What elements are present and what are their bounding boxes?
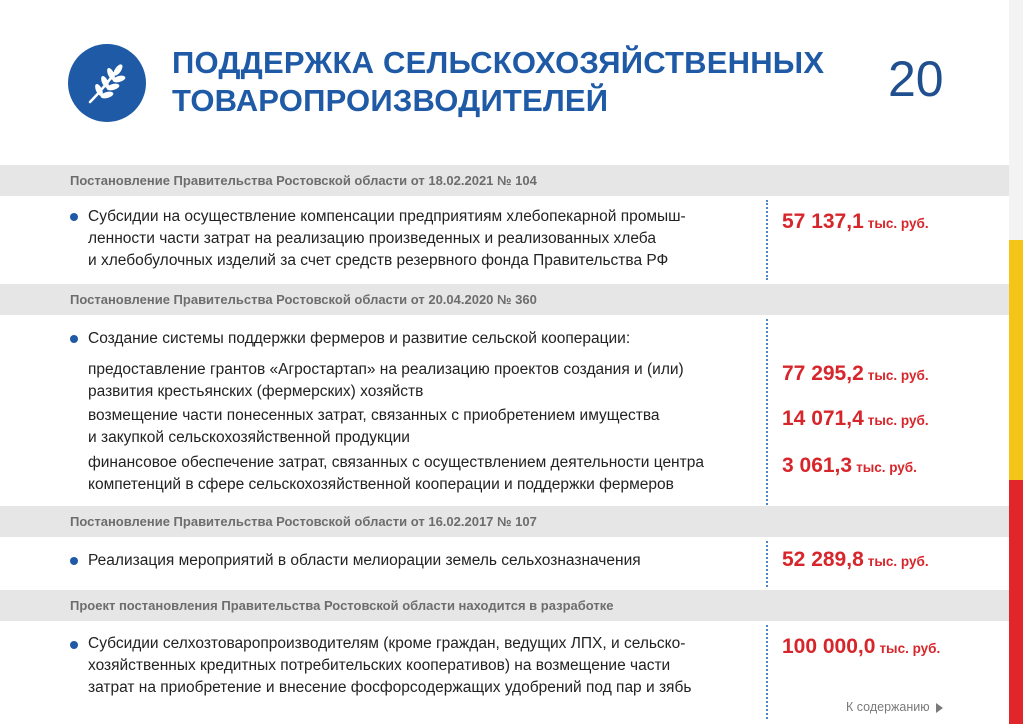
section-heading: Проект постановления Правительства Ростовской области находится в разработке — [70, 598, 614, 613]
section-heading-band — [0, 590, 1009, 621]
amount-value — [782, 210, 929, 234]
item-text-line: Субсидии селхозтоваропроизводителям (кроме граждан, ведущих ЛПХ, и сельско- — [88, 635, 686, 652]
amount-value — [782, 407, 929, 431]
amount-value — [782, 454, 917, 478]
play-arrow-icon[interactable] — [936, 703, 943, 713]
item-text-line: развития крестьянских (фермерских) хозяйств — [88, 383, 424, 400]
bullet-icon — [70, 557, 78, 565]
amount-number: 3 061,3 — [782, 454, 853, 477]
item-text-line: хозяйственных кредитных потребительских кооперативов) на возмещение части — [88, 657, 671, 674]
section-heading-band — [0, 284, 1009, 315]
wheat-icon — [68, 44, 146, 122]
amount-value — [782, 362, 929, 386]
amount-unit: тыс. руб. — [867, 413, 929, 428]
bullet-icon — [70, 335, 78, 343]
item-text-line: и закупкой сельскохозяйственной продукции — [88, 429, 410, 446]
item-text-line: затрат на приобретение и внесение фосфорсодержащих удобрений под пар и зябь — [88, 679, 692, 696]
list-item — [88, 452, 768, 496]
toc-link[interactable] — [846, 700, 943, 714]
logo — [68, 44, 146, 122]
amount-unit: тыс. руб. — [867, 216, 929, 231]
section-heading-band — [0, 506, 1009, 537]
section-heading-band — [0, 165, 1009, 196]
toc-link-label[interactable]: К содержанию — [846, 700, 930, 714]
item-text-line: предоставление грантов «Агростартап» на реализацию проектов создания и (или) — [88, 361, 684, 378]
list-item — [88, 633, 768, 699]
amount-number: 100 000,0 — [782, 635, 876, 658]
item-text-line: Реализация мероприятий в области мелиорации земель сельхозназначения — [88, 552, 641, 569]
page-number: 20 — [888, 51, 944, 107]
amount-number: 14 071,4 — [782, 407, 864, 430]
amount-unit: тыс. руб. — [879, 641, 941, 656]
side-stripe-red — [1009, 480, 1023, 724]
amount-number: 52 289,8 — [782, 548, 864, 571]
list-item — [88, 550, 768, 572]
bullet-icon — [70, 213, 78, 221]
item-text-line: ленности части затрат на реализацию произведенных и реализованных хлеба — [88, 230, 656, 247]
section-heading: Постановление Правительства Ростовской области от 16.02.2017 № 107 — [70, 514, 537, 529]
amount-unit: тыс. руб. — [867, 554, 929, 569]
amount-value — [782, 635, 940, 659]
title-line-2: ТОВАРОПРОИЗВОДИТЕЛЕЙ — [172, 83, 609, 118]
amount-number: 77 295,2 — [782, 362, 864, 385]
amount-number: 57 137,1 — [782, 210, 864, 233]
item-text-line: Субсидии на осуществление компенсации предприятиям хлебопекарной промыш- — [88, 208, 686, 225]
section-heading: Постановление Правительства Ростовской области от 18.02.2021 № 104 — [70, 173, 537, 188]
side-stripe-yellow — [1009, 240, 1023, 480]
page-header — [0, 0, 1023, 160]
page-title — [172, 44, 824, 120]
item-text-line: компетенций в сфере сельскохозяйственной кооперации и поддержки фермеров — [88, 476, 674, 493]
amount-unit: тыс. руб. — [856, 460, 917, 475]
list-item — [88, 405, 768, 449]
amount-value — [782, 548, 929, 572]
bullet-icon — [70, 641, 78, 649]
item-text-line: финансовое обеспечение затрат, связанных с осуществлением деятельности центра — [88, 454, 704, 471]
list-item — [88, 359, 768, 403]
title-line-1: ПОДДЕРЖКА СЕЛЬСКОХОЗЯЙСТВЕННЫХ — [172, 45, 825, 80]
item-text-line: возмещение части понесенных затрат, связанных с приобретением имущества — [88, 407, 660, 424]
item-text-line: и хлебобулочных изделий за счет средств резервного фонда Правительства РФ — [88, 252, 669, 269]
list-intro: Создание системы поддержки фермеров и развитие сельской кооперации: — [88, 330, 631, 347]
list-item — [88, 206, 768, 272]
section-heading: Постановление Правительства Ростовской области от 20.04.2020 № 360 — [70, 292, 537, 307]
amount-unit: тыс. руб. — [867, 368, 929, 383]
